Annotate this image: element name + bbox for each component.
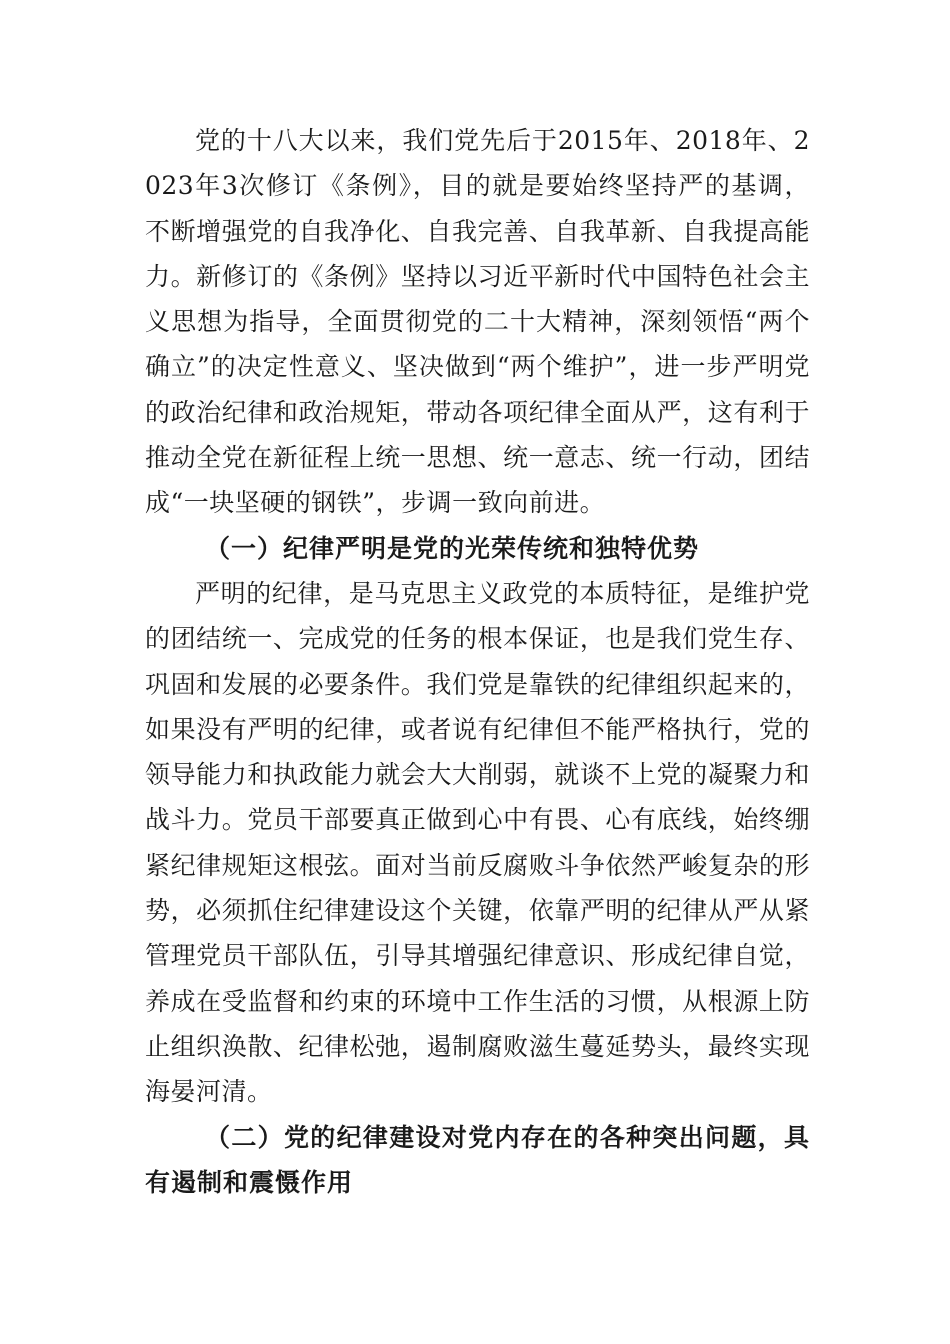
document-body [145, 118, 810, 1205]
section-heading-2: （二）党的纪律建设对党内存在的各种突出问题，具有遏制和震慑作用 [145, 1122, 810, 1197]
section-heading-1: （一）纪律严明是党的光荣传统和独特优势 [205, 533, 700, 563]
paragraph-discipline: 严明的纪律，是马克思主义政党的本质特征，是维护党的团结统一、完成党的任务的根本保证，也是我们党生存、巩固和发展的必要条件。我们党是靠铁的纪律组织起来的，如果没有严明的纪律，或者说有纪律但不能严格执行，党的领导能力和执政能力就会大大削弱，就谈不上党的凝聚力和战斗力。党员干部要真正做到心中有畏、心有底线，始终绷紧纪律规矩这根弦。面对当前反腐败斗争依然严峻复杂的形势，必须抓住纪律建设这个关键，依靠严明的纪律从严从紧管理党员干部队伍，引导其增强纪律意识、形成纪律自觉，养成在受监督和约束的环境中工作生活的习惯，从根源上防止组织涣散、纪律松弛，遏制腐败滋生蔓延势头，最终实现海晏河清。 [145, 578, 810, 1107]
paragraph-intro: 党的十八大以来，我们党先后于2015年、2018年、2023年3次修订《条例》，目的就是要始终坚持严的基调，不断增强党的自我净化、自我完善、自我革新、自我提高能力。新修订的《条例》坚持以习近平新时代中国特色社会主义思想为指导，全面贯彻党的二十大精神，深刻领悟“两个确立”的决定性意义、坚决做到“两个维护”，进一步严明党的政治纪律和政治规矩，带动各项纪律全面从严，这有利于推动全党在新征程上统一思想、统一意志、统一行动，团结成“一块坚硬的钢铁”，步调一致向前进。 [145, 126, 810, 518]
